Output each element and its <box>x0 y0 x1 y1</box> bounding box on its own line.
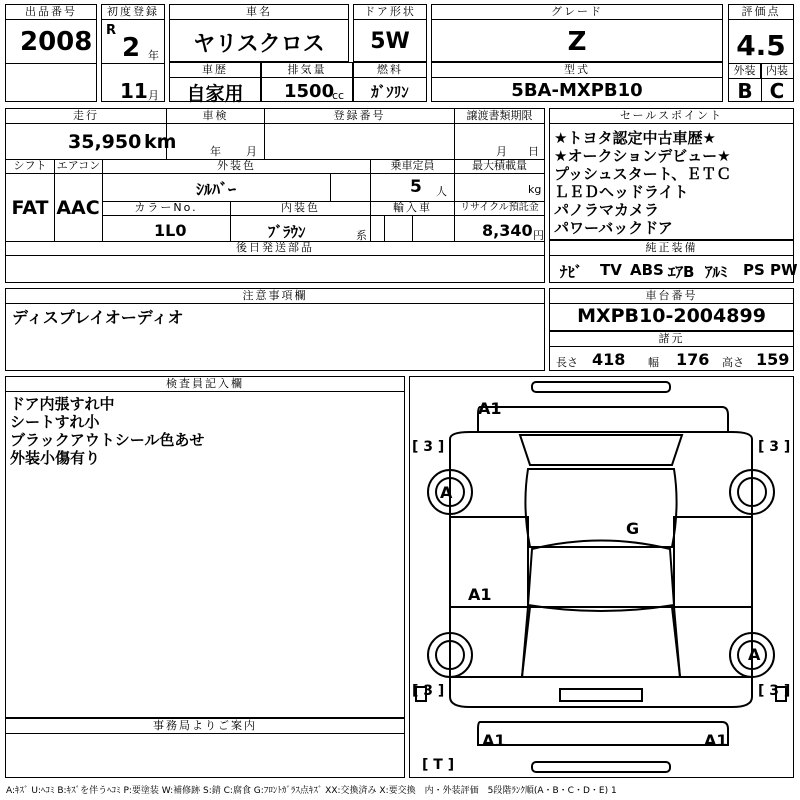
caution-text: ディスプレイオーディオ <box>12 308 184 327</box>
inspector-box <box>5 376 405 718</box>
inspector-note: ブラックアウトシール色あせ <box>10 431 205 449</box>
grade-cell <box>431 4 723 62</box>
mark-a1-rear-right: A1 <box>704 731 728 750</box>
reg-month: 11 <box>120 79 148 103</box>
int-color-label: 内装色 <box>230 201 370 216</box>
score: 4.5 <box>736 29 786 62</box>
mileage: 35,950 <box>68 131 142 153</box>
length: 418 <box>592 350 626 369</box>
score-cell <box>728 4 794 102</box>
lot-label: 出品番号 <box>6 5 96 20</box>
grade-label: グレード <box>432 5 722 20</box>
height-label: 高さ <box>722 356 744 369</box>
equipment-ps: PS <box>743 261 765 279</box>
model-cell <box>431 62 723 102</box>
import-label: 輸入車 <box>370 201 454 216</box>
car-outline <box>410 377 793 777</box>
mark-a-left: A <box>440 483 453 502</box>
equipment-label: 純正装備 <box>550 241 793 256</box>
grade: Z <box>567 27 587 57</box>
exterior-label: 外装 <box>729 64 761 79</box>
fuel-cell <box>353 62 427 102</box>
equipment-pw: PW <box>770 261 798 279</box>
fuel: ｶﾞｿﾘﾝ <box>371 83 409 101</box>
interior-label: 内装 <box>761 64 793 79</box>
transfer-month-unit: 月 <box>496 145 507 158</box>
office-label: 事務局よりご案内 <box>6 719 404 734</box>
length-label: 長さ <box>556 356 578 369</box>
sales-line: ★トヨタ認定中古車歴★ <box>554 129 716 147</box>
displacement: 1500 <box>284 81 335 102</box>
caution-label: 注意事項欄 <box>6 289 544 304</box>
transfer-day-unit: 日 <box>528 145 539 158</box>
chassis-number: MXPB10-2004899 <box>577 305 766 327</box>
capacity: 5 <box>410 177 422 197</box>
color-no-label: カラーNo. <box>102 201 230 216</box>
chassis-box <box>549 288 794 331</box>
exterior-color: ｼﾙﾊﾞｰ <box>195 180 236 199</box>
mileage-label: 走行 <box>6 109 166 124</box>
width-label: 幅 <box>648 356 659 369</box>
score-label: 評価点 <box>729 5 793 20</box>
load-label: 最大積載量 <box>454 159 544 174</box>
shift-label: シフト <box>6 159 54 174</box>
equipment-alloy: ｱﾙﾐ <box>705 263 728 281</box>
inspection-year-unit: 年 <box>210 145 221 158</box>
tire-depth-front-left: [ 3 ] <box>412 439 445 455</box>
mileage-unit: km <box>144 131 177 153</box>
recycle-label: リサイクル預託金 <box>454 201 544 216</box>
recycle-unit: 円 <box>533 229 544 242</box>
displacement-cell <box>261 62 353 102</box>
inspection-label: 車検 <box>166 109 264 124</box>
inspection-month-unit: 月 <box>246 145 257 158</box>
transfer-label: 譲渡書類期限 <box>454 109 544 124</box>
width: 176 <box>676 350 710 369</box>
mark-a-right: A <box>748 645 761 664</box>
tire-depth-rear-left: [ 3 ] <box>412 683 445 699</box>
door-type: 5W <box>370 29 410 54</box>
chassis-label: 車台番号 <box>550 289 793 304</box>
caution-box <box>5 288 545 371</box>
first-reg-label: 初度登録 <box>102 5 164 20</box>
mark-g: G <box>626 519 640 538</box>
displacement-unit: cc <box>332 89 345 102</box>
car-name: ヤリスクロス <box>193 32 325 57</box>
height: 159 <box>756 350 790 369</box>
door-cell <box>353 4 427 62</box>
history-cell <box>169 62 261 105</box>
shift: FAT <box>11 197 49 219</box>
reg-year: 2 <box>122 33 141 63</box>
mark-a1-front: A1 <box>478 399 502 418</box>
int-color: ﾌﾞﾗｳﾝ <box>268 223 306 241</box>
fuel-label: 燃料 <box>354 63 426 78</box>
model-label: 型式 <box>432 63 722 78</box>
car-name-label: 車名 <box>170 5 348 20</box>
equipment <box>549 240 798 283</box>
later-parts-label: 後日発送部品 <box>6 241 544 256</box>
capacity-label: 乗車定員 <box>370 159 454 174</box>
color-no: 1L0 <box>154 221 187 240</box>
exterior-grade: B <box>737 79 753 103</box>
ac: AAC <box>56 197 100 219</box>
sales-line: パノラマカメラ <box>554 201 660 219</box>
equipment-abs: ABS <box>630 261 664 279</box>
specs-box <box>549 331 794 371</box>
interior-grade: C <box>769 79 785 103</box>
sales-points <box>549 108 794 240</box>
damage-diagram <box>409 376 794 778</box>
legend-text: A:ｷｽﾞ U:ﾍｺﾐ B:ｷｽﾞを伴うﾍｺﾐ P:要塗装 W:補修跡 S:錆 C:腐食 G:ﾌﾛﾝﾄｶﾞﾗｽ点ｷｽﾞ XX:交換済み X:要交換 内・外装評価 5段階ﾗﾝｸ順(A・B・C・D・E) 1 <box>6 786 617 796</box>
sales-line: プッシュスタート、ＥＴＣ <box>554 165 732 183</box>
history-label: 車歴 <box>170 63 260 78</box>
reg-no-label: 登録番号 <box>264 109 454 124</box>
tire-depth-rear-right: [ 3 ] <box>758 683 791 699</box>
equipment-navi: ﾅﾋﾞ <box>560 263 583 281</box>
model-code: 5BA-MXPB10 <box>511 80 643 101</box>
year-unit: 年 <box>148 49 159 62</box>
vehicle-info-table <box>5 108 545 283</box>
inspector-note: 外装小傷有り <box>10 449 101 467</box>
history: 自家用 <box>186 83 244 105</box>
specs-label: 諸元 <box>550 332 793 347</box>
mark-t: [ T ] <box>422 757 455 773</box>
displacement-label: 排気量 <box>262 63 352 78</box>
sales-line: パワーバックドア <box>554 219 673 237</box>
inspector-note: ドア内張すれ中 <box>10 395 115 413</box>
equipment-tv: TV <box>600 261 622 279</box>
tire-depth-front-right: [ 3 ] <box>758 439 791 455</box>
month-unit: 月 <box>148 89 159 102</box>
mark-a1-rear-left: A1 <box>482 731 506 750</box>
recycle-fee: 8,340 <box>482 221 533 240</box>
ac-label: エアコン <box>54 159 102 174</box>
inspector-note: シートすれ小 <box>10 413 100 431</box>
equipment-airbag: ｴｱB <box>668 263 695 281</box>
sales-line: ＬＥＤヘッドライト <box>554 183 689 201</box>
color-label: 外装色 <box>102 159 370 174</box>
door-label: ドア形状 <box>354 5 426 20</box>
sales-line: ★オークションデビュー★ <box>554 147 731 165</box>
int-color-unit: 系 <box>356 229 367 242</box>
lot-number: 2008 <box>20 27 93 57</box>
sales-label: セールスポイント <box>550 109 793 124</box>
car-name-cell <box>169 4 349 62</box>
era: R <box>106 23 117 38</box>
office-box <box>5 718 405 778</box>
capacity-unit: 人 <box>436 185 447 198</box>
load-unit: kg <box>528 183 542 196</box>
first-registration-cell <box>101 4 165 102</box>
inspector-label: 検査員記入欄 <box>6 377 404 392</box>
mark-a1-left: A1 <box>468 585 492 604</box>
lot-cell <box>5 4 97 102</box>
